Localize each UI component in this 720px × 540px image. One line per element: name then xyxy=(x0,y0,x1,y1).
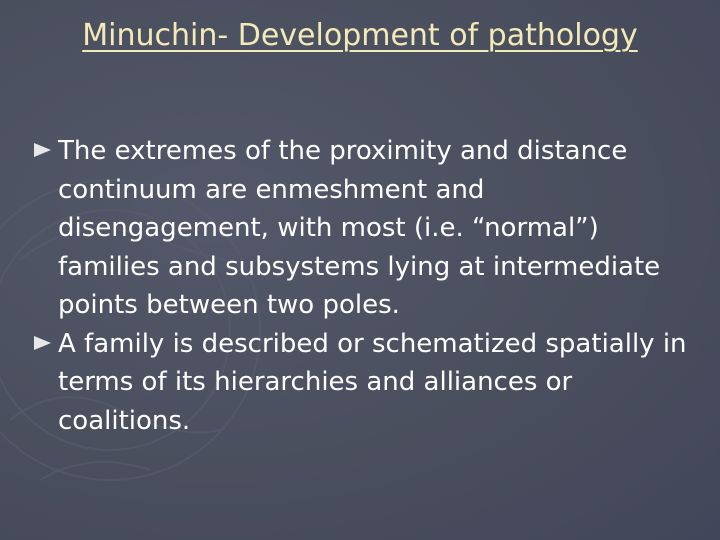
slide-title-text: Minuchin- Development of pathology xyxy=(82,18,638,53)
bullet-item xyxy=(34,132,694,325)
bullet-text: The extremes of the proximity and distance continuum are enmeshment and disengagement, with most (i.e. “normal”) families and subsystems lying at intermediate points between two poles. xyxy=(58,136,661,320)
bullet-text: A family is described or schematized spatially in terms of its hierarchies and alliances or coalitions. xyxy=(58,328,687,436)
slide-title xyxy=(0,18,720,53)
triangle-bullet-icon xyxy=(34,143,51,157)
bullet-item xyxy=(34,325,694,441)
bullet-list xyxy=(34,132,694,440)
triangle-bullet-icon xyxy=(34,336,51,350)
